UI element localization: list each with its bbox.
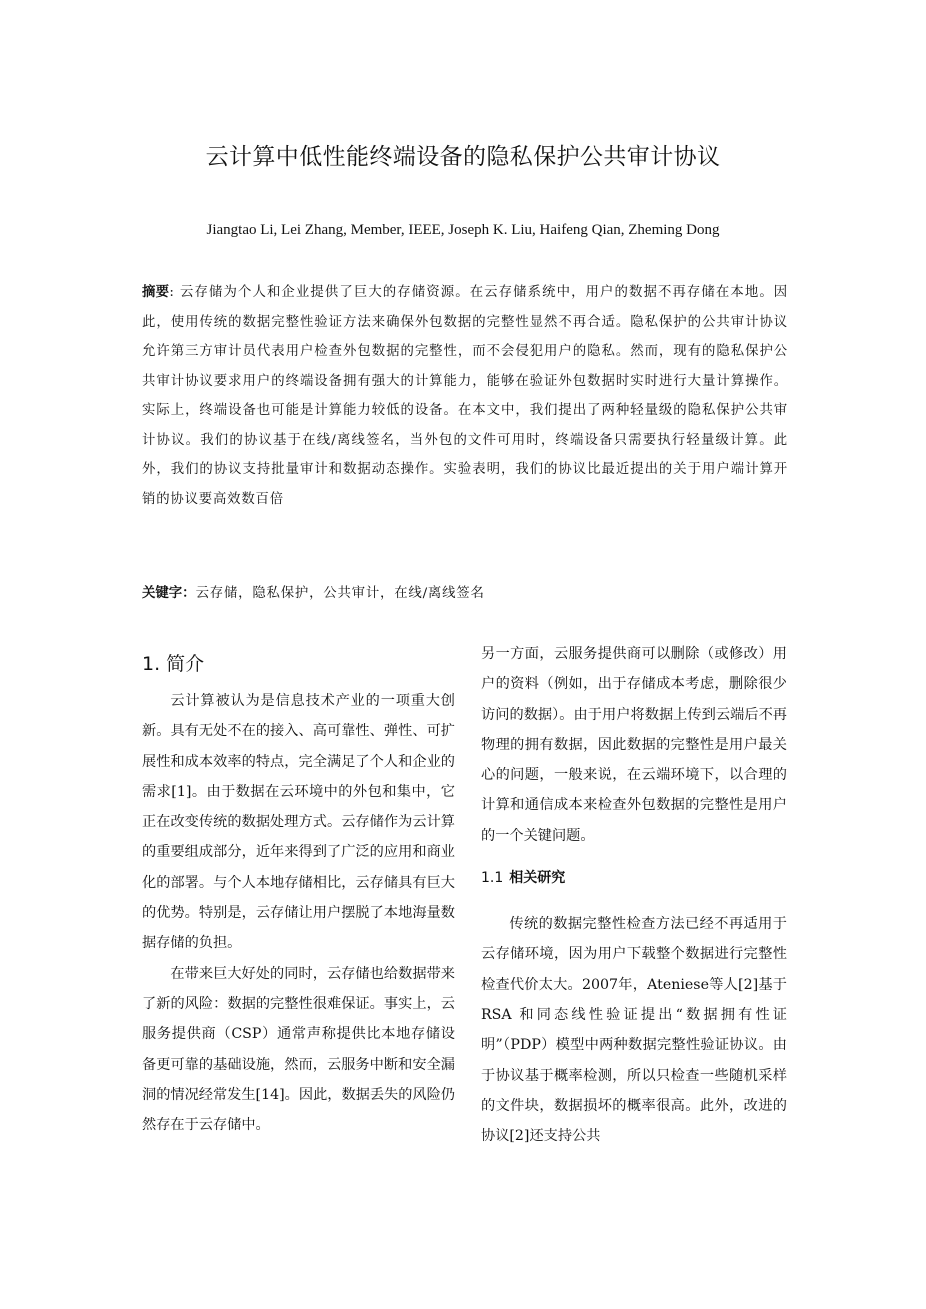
author-list: Jiangtao Li, Lei Zhang, Member, IEEE, Joseph K. Liu, Haifeng Qian, Zheming Dong bbox=[206, 222, 720, 238]
abstract-label: 摘要 bbox=[142, 285, 170, 300]
paper-title: 云计算中低性能终端设备的隐私保护公共审计协议 bbox=[205, 144, 721, 170]
related-work-paragraph: 传统的数据完整性检查方法已经不再适用于云存储环境，因为用户下载整个数据进行完整性检查代价太大。2007年，Ateniese等人[2]基于 RSA 和同态线性验证提出“数据拥有性证明”（PDP）模型中两种数据完整性验证协议。由于协议基于概率检测，所以只检查一些随机采样的文件块，数据损坏的概率很高。此外，改进的协议[2]还支持公共 bbox=[481, 916, 787, 1145]
section-heading-introduction: 1. 简介 bbox=[142, 653, 205, 675]
keywords-label: 关键字： bbox=[142, 586, 196, 601]
intro-paragraph-1: 云计算被认为是信息技术产业的一项重大创新。具有无处不在的接入、高可靠性、弹性、可扩展性和成本效率的特点，完全满足了个人和企业的需求[1]。由于数据在云环境中的外包和集中，它正在改变传统的数据处理方式。云存储作为云计算的重要组成部分，近年来得到了广泛的应用和商业化的部署。与个人本地存储相比，云存储具有巨大的优势。特别是，云存储让用户摆脱了本地海量数据存储的负担。 bbox=[142, 693, 455, 952]
abstract-text: 云存储为个人和企业提供了巨大的存储资源。在云存储系统中，用户的数据不再存储在本地。因此，使用传统的数据完整性验证方法来确保外包数据的完整性显然不再合适。隐私保护的公共审计协议允许第三方审计员代表用户检查外包数据的完整性，而不会侵犯用户的隐私。然而，现有的隐私保护公共审计协议要求用户的终端设备拥有强大的计算能力，能够在验证外包数据时实时进行大量计算操作。实际上，终端设备也可能是计算能力较低的设备。在本文中，我们提出了两种轻量级的隐私保护公共审计协议。我们的协议基于在线/离线签名，当外包的文件可用时，终端设备只需要执行轻量级计算。此外，我们的协议支持批量审计和数据动态操作。实验表明，我们的协议比最近提出的关于用户端计算开销的协议要高效数百倍 bbox=[142, 285, 789, 507]
subsection-number: 1.1 bbox=[481, 870, 504, 887]
abstract-separator: : bbox=[169, 285, 181, 300]
keywords bbox=[142, 580, 788, 608]
left-column bbox=[142, 648, 455, 1140]
intro-paragraph-2: 在带来巨大好处的同时，云存储也给数据带来了新的风险：数据的完整性很难保证。事实上，云服务提供商（CSP）通常声称提供比本地存储设备更可靠的基础设施，然而，云服务中断和安全漏洞的情况经常发生[14]。因此，数据丢失的风险仍然存在于云存储中。 bbox=[142, 965, 455, 1134]
keywords-text: 云存储，隐私保护，公共审计，在线/离线签名 bbox=[195, 586, 485, 601]
subsection-title: 相关研究 bbox=[509, 870, 566, 887]
right-column bbox=[481, 639, 787, 1151]
subsection-heading-related-work bbox=[481, 863, 787, 893]
abstract bbox=[142, 278, 788, 514]
intro-paragraph-continuation: 另一方面，云服务提供商可以删除（或修改）用户的资料（例如，出于存储成本考虑，删除很少访问的数据）。由于用户将数据上传到云端后不再物理的拥有数据，因此数据的完整性是用户最关心的问题，一般来说，在云端环境下，以合理的计算和通信成本来检查外包数据的完整性是用户的一个关键问题。 bbox=[481, 646, 787, 844]
